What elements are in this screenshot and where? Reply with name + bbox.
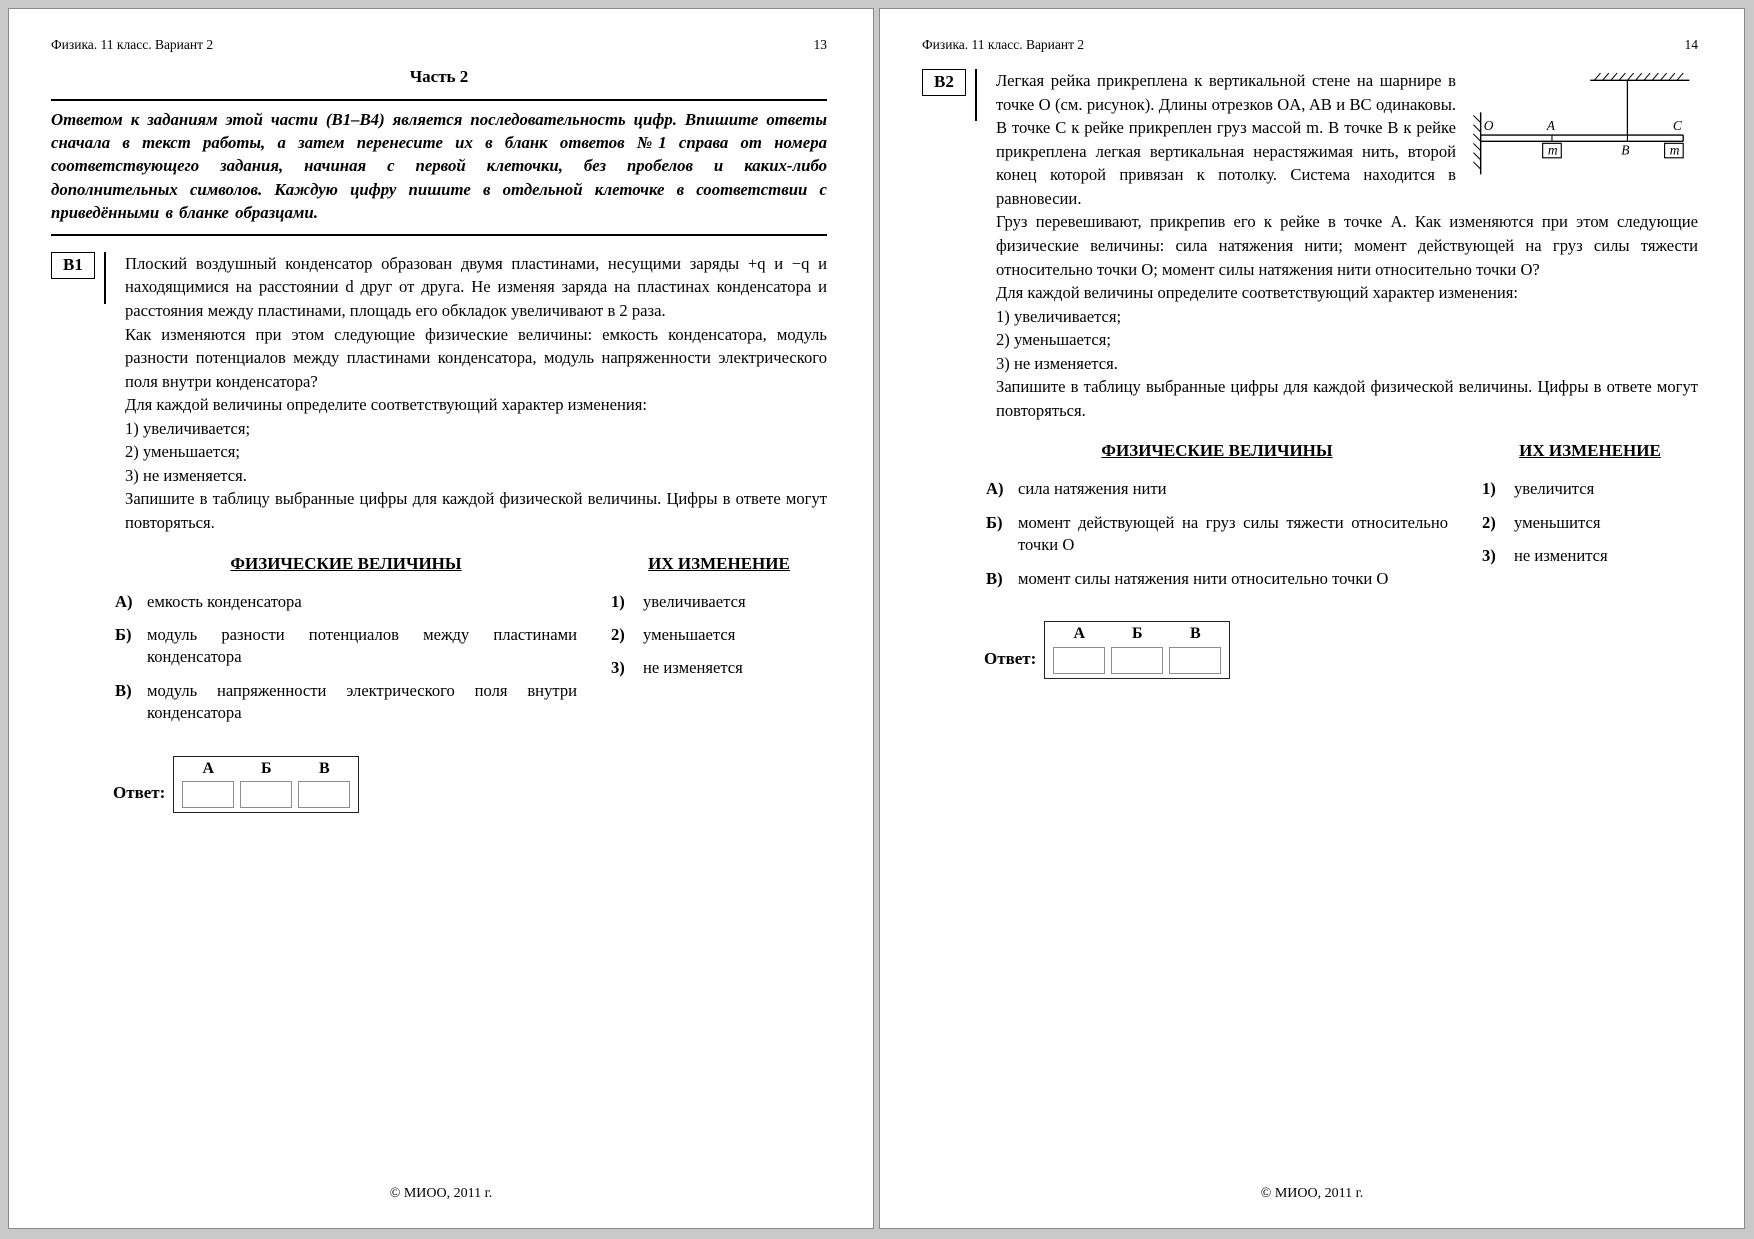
option-item: 2) уменьшается; — [996, 330, 1111, 350]
answer-column-b: Б — [1110, 624, 1164, 676]
matching-right-column — [1482, 440, 1698, 601]
matching-section-b2 — [922, 440, 1698, 601]
list-item: Б) модуль разности потенциалов между пластинами конденсатора — [115, 624, 577, 667]
option-item: 1) увеличивается; — [996, 306, 1122, 326]
list-item: 3) не изменяется — [611, 658, 743, 678]
task-b2 — [922, 69, 1698, 422]
answer-label: Ответ: — [984, 648, 1037, 668]
answer-row-b2 — [984, 621, 1698, 679]
doc-title: Физика. 11 класс. Вариант 2 — [922, 37, 1085, 52]
page-footer: © МИОО, 2011 г. — [389, 1186, 493, 1201]
figure-mass-c: m — [1669, 142, 1680, 158]
task-closing: Запишите в таблицу выбранные цифры для каждой физической величины. Цифры в ответе могут повторяться. — [996, 377, 1698, 420]
list-item: 1) увеличится — [1482, 479, 1595, 499]
list-item: 2) уменьшится — [1482, 512, 1601, 532]
instruction-block: Ответом к заданиям этой части (В1–В4) является последовательность цифр. Впишите ответы сначала в текст работы, а затем перенесите их в бланк ответов №1 справа от номера соответствующего задания, начиная с первой клеточки, без пробелов и каких-либо дополнительных символов. Каждую цифру пишите в отдельной клеточке в соответствии с приведёнными в бланке образцами. — [51, 99, 827, 236]
list-item: 2) уменьшается — [611, 624, 736, 644]
task-b1 — [51, 252, 827, 535]
list-item: 3) не изменится — [1482, 546, 1608, 566]
answer-column-b: Б — [239, 759, 293, 811]
page-number: 13 — [813, 37, 827, 52]
matching-right-column — [611, 553, 827, 736]
task-b2-gutter — [922, 69, 996, 422]
answer-box-a — [182, 781, 234, 808]
answer-box-v — [1169, 647, 1221, 674]
task-b2-divider — [975, 69, 977, 121]
matching-left-column — [51, 553, 611, 736]
matching-section-b1 — [51, 553, 827, 736]
running-head — [51, 37, 827, 53]
answer-column-a: А — [1052, 624, 1106, 676]
option-item: 3) не изменяется. — [125, 465, 247, 485]
answer-label: Ответ: — [113, 783, 166, 803]
task-b2-body — [996, 69, 1698, 422]
answer-box-b — [1111, 647, 1163, 674]
figure-mass-a: m — [1547, 142, 1558, 158]
task-b2-label: В2 — [922, 69, 966, 96]
lever-figure-svg — [1470, 71, 1698, 195]
list-item: 1) увеличивается — [611, 591, 746, 611]
page-number: 14 — [1684, 37, 1698, 52]
matching-left-column — [922, 440, 1482, 601]
answer-box-b — [240, 781, 292, 808]
option-item: 2) уменьшается; — [125, 442, 240, 462]
figure-label-o: O — [1483, 117, 1494, 133]
list-item: Б) момент действующей на груз силы тяжести относительно точки O — [986, 512, 1448, 555]
doc-title: Физика. 11 класс. Вариант 2 — [51, 37, 214, 52]
running-head — [922, 37, 1698, 53]
answer-box-a — [1053, 647, 1105, 674]
answer-table-b2 — [1044, 621, 1230, 679]
lever-figure — [1470, 71, 1698, 202]
list-item: В) момент силы натяжения нити относительно точки O — [986, 568, 1389, 588]
list-item: В) модуль напряженности электрического поля внутри конденсатора — [115, 680, 577, 723]
matching-right-header: ИХ ИЗМЕНЕНИЕ — [1519, 441, 1661, 461]
task-b1-gutter — [51, 252, 125, 535]
task-paragraph: Для каждой величины определите соответствующий характер изменения: — [996, 283, 1518, 303]
task-b1-divider — [104, 252, 106, 304]
figure-label-c: C — [1672, 117, 1682, 133]
task-paragraph: Груз перевешивают, прикрепив его к рейке в точке A. Как изменяются при этом следующие физические величины: сила натяжения нити; момент действующей на груз силы тяжести относительно точки O; момент силы натяжения нити относительно точки O? — [996, 212, 1698, 279]
matching-left-header: ФИЗИЧЕСКИЕ ВЕЛИЧИНЫ — [1101, 441, 1333, 461]
answer-column-a: А — [181, 759, 235, 811]
list-item: А) сила натяжения нити — [986, 479, 1167, 499]
figure-label-b: B — [1621, 142, 1630, 158]
list-item: А) емкость конденсатора — [115, 591, 302, 611]
task-paragraph: Как изменяются при этом следующие физические величины: емкость конденсатора, модуль разности потенциалов между пластинами конденсатора, модуль напряженности электрического поля внутри конденсатора? — [125, 324, 827, 391]
answer-row-b1 — [113, 756, 827, 814]
answer-box-v — [298, 781, 350, 808]
part-title: Часть 2 — [409, 67, 469, 86]
answer-table-b1 — [173, 756, 359, 814]
page-13 — [8, 8, 874, 1229]
task-closing: Запишите в таблицу выбранные цифры для каждой физической величины. Цифры в ответе могут повторяться. — [125, 489, 827, 533]
page-footer: © МИОО, 2011 г. — [1260, 1186, 1364, 1201]
task-paragraph: Легкая рейка прикреплена к вертикальной стене на шарнире в точке O (см. рисунок). Длины отрезков OA, AB и BC одинаковы. В точке C к рейке прикреплен груз массой m. В точке B к рейке прикреплена легкая вертикальная нерастяжимая нить, второй конец которой привязан к потолку. Система находится в равновесии. — [996, 71, 1456, 208]
page-14 — [879, 8, 1745, 1229]
task-paragraph: Для каждой величины определите соответствующий характер изменения: — [125, 395, 647, 415]
answer-column-v: В — [297, 759, 351, 811]
task-b1-label: В1 — [51, 252, 95, 279]
answer-column-v: В — [1168, 624, 1222, 676]
task-paragraph: Плоский воздушный конденсатор образован двумя пластинами, несущими заряды +q и −q и находящимися на расстоянии d друг от друга. Не изменяя заряда на пластинах конденсатора и расстояния между пластинами, площадь его обкладок увеличивают в 2 раза. — [125, 253, 827, 320]
matching-left-header: ФИЗИЧЕСКИЕ ВЕЛИЧИНЫ — [230, 553, 462, 573]
option-item: 1) увеличивается; — [125, 418, 251, 438]
task-b1-body — [125, 252, 827, 535]
option-item: 3) не изменяется. — [996, 353, 1118, 373]
figure-label-a: A — [1546, 117, 1556, 133]
matching-right-header: ИХ ИЗМЕНЕНИЕ — [648, 553, 790, 573]
